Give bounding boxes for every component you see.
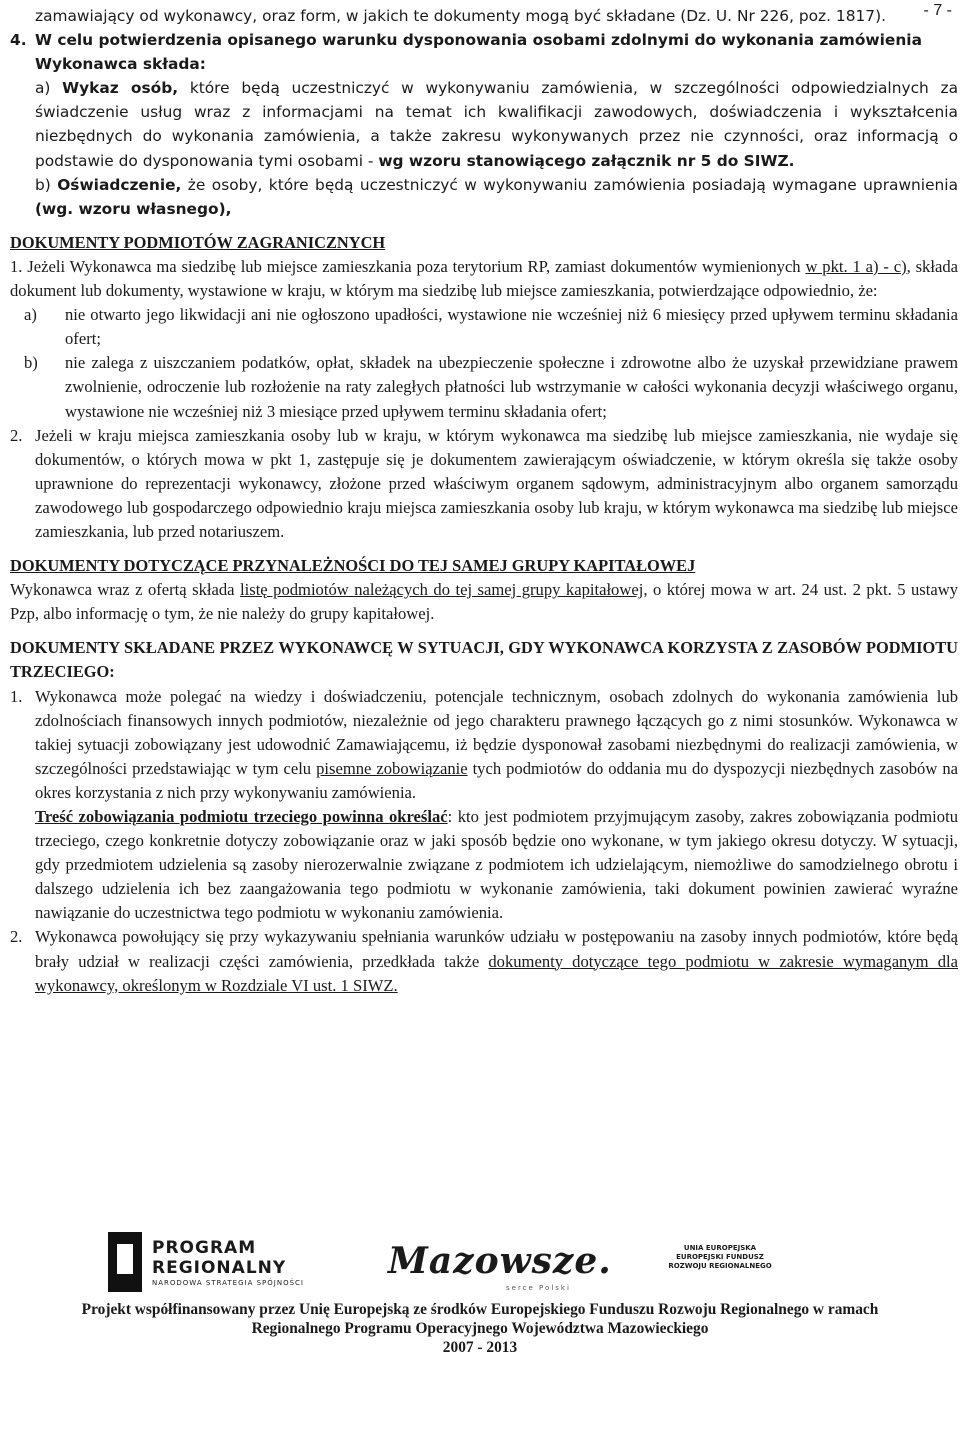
foreign-sub-b-text: nie zalega z uiszczaniem podatków, opłat, składek na ubezpieczenie społeczne i zdrowotne albo że uzyskał przewidziane prawem zwolnienie, odroczenie lub rozłożenie na raty zaległych płatności lub wstrzymanie w całości wykonania decyzji właściwego organu, wystawione nie wcześniej niż 3 miesiące przed upływem terminu składania ofert; [65, 353, 958, 421]
third-item-1-p2 [35, 805, 958, 925]
third-item-1 [10, 685, 958, 926]
third-item-2 [10, 925, 958, 997]
foreign-sub-a-text: nie otwarto jego likwidacji ani nie ogłoszono upadłości, wystawione nie wcześniej niż 6 miesięcy przed upływem terminu składania ofert; [65, 305, 958, 349]
capital-group-post: , o której mowa w art. 24 ust. 2 pkt. 5 ustawy Pzp, albo informację o tym, że nie należy do grupy kapitałowej. [10, 580, 958, 624]
program-logo-line3: NARODOWA STRATEGIA SPÓJNOŚCI [152, 1279, 304, 1287]
third-item-1-p1 [35, 685, 958, 805]
third-item-2-marker: 2. [10, 927, 23, 947]
document-body [10, 4, 958, 998]
program-logo-line1: PROGRAM [152, 1238, 257, 1258]
foreign-item-1-pre: 1. Jeżeli Wykonawca ma siedzibę lub miejsce zamieszkania poza terytorium RP, zamiast dokumentów wymienionych [10, 256, 806, 276]
third-item-2-docs: dokumenty dotyczące tego podmiotu w zakresie wymaganym dla wykonawcy, określonym w Rozdziale VI ust. 1 SIWZ. [35, 951, 958, 995]
foreign-item-1-post: , składa dokument lub dokumenty, wystawione w kraju, w którym ma siedzibę lub miejsce zamieszkania, potwierdzające odpowiednio, że: [10, 256, 958, 301]
footer-text [0, 1300, 960, 1357]
point-4-a-bold: Wykaz osób, [62, 79, 179, 98]
capital-group-list: listę podmiotów należących do tej samej grupy kapitałowej [240, 580, 644, 600]
eu-logo [660, 1244, 780, 1290]
foreign-item-2 [10, 424, 958, 544]
eu-logo-line1: UNIA EUROPEJSKA [683, 1244, 757, 1252]
third-item-1-pre: Wykonawca może polegać na wiedzy i doświadczeniu, potencjale technicznym, osobach zdolnych do wykonania zamówienia lub zdolnościach finansowych innych podmiotów, niezależnie od jego charakteru prawnego łączących go z nimi stosunków. Wykonawca w takiej sytuacji zobowiązany jest udowodnić Zamawiającemu, iż będzie dysponował zasobami niezbędnymi do realizacji zamówienia, w szczególności przedstawiając w tym celu [35, 686, 958, 778]
third-item-1-commitment: pisemne zobowiązanie [316, 758, 468, 778]
point-4-heading: W celu potwierdzenia opisanego warunku dysponowania osobami zdolnymi do wykonania zamówienia Wykonawca składa: [35, 31, 922, 74]
footer-line-3: 2007 - 2013 [442, 1339, 518, 1356]
mazowsze-logo-word: Mazowsze. [388, 1240, 612, 1282]
capital-group-pre: Wykonawca wraz z ofertą składa [10, 580, 241, 600]
heading-foreign-documents: DOKUMENTY PODMIOTÓW ZAGRANICZNYCH [10, 232, 386, 252]
foreign-sub-b [10, 351, 958, 423]
mazowsze-logo-sub: serce Polski [506, 1284, 571, 1292]
eu-logo-line2: EUROPEJSKI FUNDUSZ [676, 1253, 764, 1261]
foreign-item-2-text: Jeżeli w kraju miejsca zamieszkania osoby lub w kraju, w którym wykonawca ma siedzibę lub miejsce zamieszkania, nie wydaje się dokumentów, o których mowa w pkt 1, zastępuje się je dokumentem zawierającym oświadczenie, w którym określa się także osoby uprawnione do reprezentacji wykonawcy, złożone przed właściwym organem sądowym, administracyjnym albo organem samorządu zawodowego lub gospodarczego odpowiednio kraju miejsca zamieszkania osoby lub kraju, w którym wykonawca ma siedzibę lub miejsce zamieszkania, lub przed notariuszem. [35, 425, 958, 541]
point-4-a-text: które będą uczestniczyć w wykonywaniu zamówienia, w szczególności odpowiedzialnych za świadczenie usług wraz z informacjami na temat ich kwalifikacji zawodowych, doświadczenia i wykształcenia niezbędnych do wykonania zamówienia, a także zakresu wykonywanych przez nie czynności, oraz informacją o podstawie do dysponowania tymi osobami - [35, 79, 959, 170]
third-item-1-marker: 1. [10, 686, 23, 706]
footer-line-1: Projekt współfinansowany przez Unię Europejską ze środków Europejskiego Funduszu Rozwoju Regionalnego w ramach [81, 1301, 879, 1318]
point-4-b-prefix: b) [35, 175, 58, 194]
point-4-b [10, 173, 958, 221]
eu-logo-line3: ROZWOJU REGIONALNEGO [668, 1262, 772, 1270]
third-item-2-text [35, 925, 958, 997]
point-4-b-text: że osoby, które będą uczestniczyć w wykonywaniu zamówienia posiadają wymagane uprawnienia [181, 175, 958, 194]
foreign-sub-a [10, 303, 958, 351]
heading-third-party: DOKUMENTY SKŁADANE PRZEZ WYKONAWCĘ W SYTUACJI, GDY WYKONAWCA KORZYSTA Z ZASOBÓW PODMIOTU TRZECIEGO: [10, 638, 958, 682]
third-item-1-post: tych podmiotów do oddania mu do dyspozycji niezbędnych zasobów na okres korzystania z nich przy wykonywaniu zamówienia. [35, 758, 958, 802]
point-4-number: 4. [10, 31, 27, 50]
foreign-item-1-ref: w pkt. 1 a) - c) [805, 256, 907, 276]
heading-capital-group: DOKUMENTY DOTYCZĄCE PRZYNALEŻNOŚCI DO TEJ SAMEJ GRUPY KAPITAŁOWEJ [10, 556, 696, 576]
point-4 [10, 28, 958, 76]
footer-line-2: Regionalnego Programu Operacyjnego Województwa Mazowieckiego [251, 1320, 709, 1337]
point-4-a-prefix: a) [35, 79, 63, 98]
program-mark-icon [108, 1232, 142, 1292]
footer-logos [0, 1230, 960, 1300]
point-4-b-tail: (wg. wzoru własnego), [35, 199, 232, 218]
point-4-a [10, 76, 958, 172]
third-item-2-pre: Wykonawca powołujący się przy wykazywaniu spełniania warunków udziału w postępowaniu na zasoby innych podmiotów, które będą brały udział w realizacji części zamówienia, przedkłada także [35, 927, 958, 971]
foreign-item-2-marker: 2. [10, 425, 23, 445]
capital-group-text [10, 578, 958, 626]
third-item-1-p2-text: : kto jest podmiotem przyjmującym zasoby, zakres zobowiązania podmiotu trzeciego, czego konkretnie dotyczy zobowiązanie oraz w jaki sposób będzie ono wykonane, w tym jakiego okresu dotyczy. W sytuacji, gdy przedmiotem udzielenia są zasoby nierozerwalnie związane z podmiotem ich udzielającym, niemożliwe do samodzielnego obrotu i dalszego udzielenia ich bez zaangażowania tego podmiotu w wykonanie zamówienia, taki dokument powinien zawierać wyraźne nawiązanie do uczestnictwa tego podmiotu w wykonaniu zamówienia. [35, 807, 958, 923]
mazowsze-logo [388, 1240, 618, 1296]
foreign-item-1 [10, 255, 958, 303]
program-regionalny-logo [108, 1230, 318, 1294]
program-logo-line2: REGIONALNY [152, 1258, 287, 1278]
point-4-a-tail: wg wzoru stanowiącego załącznik nr 5 do SIWZ. [378, 151, 795, 170]
foreign-sub-a-marker: a) [24, 305, 37, 325]
point-4-b-bold: Oświadczenie, [57, 175, 182, 194]
intro-continuation: zamawiający od wykonawcy, oraz form, w jakich te dokumenty mogą być składane (Dz. U. Nr 226, poz. 1817). [35, 7, 886, 25]
page-number: - 7 - [923, 2, 952, 19]
third-item-1-p2-lead: Treść zobowiązania podmiotu trzeciego powinna określać [35, 807, 448, 826]
foreign-sub-b-marker: b) [24, 353, 38, 373]
